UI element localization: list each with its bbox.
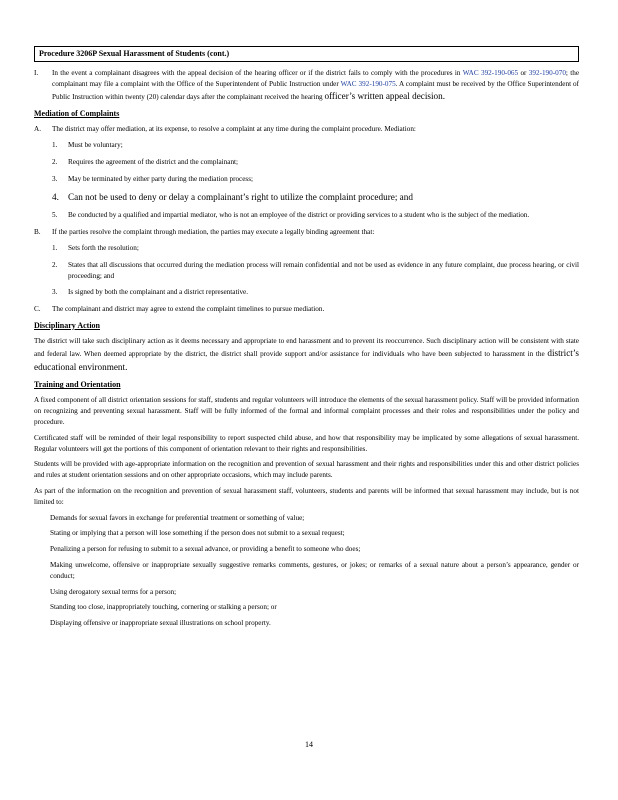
bullet-icon (34, 544, 50, 555)
mediation-sub-1: 1. Must be voluntary; (52, 141, 123, 150)
agreement-sub-3: 3. Is signed by both the complainant and a district representative. (52, 288, 249, 297)
list-item: Displaying offensive or inappropriate sexual illustrations on school property. (34, 618, 579, 629)
disciplinary-heading: Disciplinary Action (34, 320, 101, 330)
list-item: Penalizing a person for refusing to submit to a sexual advance, or providing a benefit to someone who does; (34, 544, 579, 555)
mediation-sub-2: 2. Requires the agreement of the district and the complainant; (52, 157, 239, 166)
list-item: Using derogatory sexual terms for a person; (34, 587, 579, 598)
mediation-item-a: A. The district may offer mediation, at its expense, to resolve a complaint at any time during the complaint procedure. Mediation: (34, 125, 416, 134)
bullet-icon (34, 602, 50, 613)
wac-link-2[interactable]: 392-190-070 (528, 69, 566, 77)
training-paragraph-3: Students will be provided with age-appropriate information on the recognition and prevention of sexual harassment and their rights and responsibilities under this and other district policies and rules at student orientation sessions and on other appropriate occasions, which may include parents. (34, 460, 579, 480)
list-item: Stating or implying that a person will lose something if the person does not submit to a sexual request; (34, 528, 579, 539)
mediation-item-c: C. The complainant and district may agree to extend the complaint timelines to pursue mediation. (34, 305, 325, 314)
procedure-header: Procedure 3206P Sexual Harassment of Students (cont.) (34, 46, 579, 62)
mediation-sub-3: 3. May be terminated by either party during the mediation process; (52, 174, 254, 183)
bullet-icon (34, 618, 50, 629)
appeal-item (34, 68, 579, 103)
wac-link-3[interactable]: WAC 392-190-075 (340, 79, 396, 88)
list-item: Making unwelcome, offensive or inappropriate sexually suggestive remarks comments, gestures, or jokes; or remarks of a sexual nature about a person’s appearance, gender or conduct; (34, 560, 579, 582)
document-page (34, 46, 579, 634)
training-paragraph-2: Certificated staff will be reminded of their legal responsibility to report suspected child abuse, and how that responsibility may be implicated by some allegations of sexual harassment. Regular volunteers will get the portions of this component of orientation relevant to their rights and responsibilities. (34, 433, 579, 453)
agreement-sub-1: 1. Sets forth the resolution; (52, 243, 139, 252)
disciplinary-paragraph: The district will take such disciplinary action as it deems necessary and appropriate to end harassment and to prevent its reoccurrence. Such disciplinary action will be consistent with state and federal law. When deemed appropriate by the district, the district shall provide support and/or assistance for individuals who have been subjected to harassment in the district’s educational environment. (34, 336, 579, 372)
training-paragraph-1: A fixed component of all district orientation sessions for staff, students and regular volunteers will introduce the elements of the sexual harassment policy. Staff will be provided information on recognizing and preventing sexual harassment. Staff will be fully informed of the formal and informal complaint processes and their roles and responsibilities under the policy and procedure. (34, 396, 579, 426)
bullet-icon (34, 560, 50, 582)
training-heading: Training and Orientation (34, 380, 121, 390)
mediation-sub-5: 5. Be conducted by a qualified and impartial mediator, who is not an employee of the district or providing services to a student who is the subject of the mediation. (52, 211, 530, 220)
wac-link-1[interactable]: WAC 392-190-065 (462, 69, 519, 77)
list-item: Demands for sexual favors in exchange for preferential treatment or something of value; (34, 513, 579, 524)
mediation-item-b: B. If the parties resolve the complaint through mediation, the parties may execute a legally binding agreement that: (34, 228, 375, 237)
bullet-icon (34, 513, 50, 524)
bullet-icon (34, 528, 50, 539)
item-text: In the event a complainant disagrees with the appeal decision of the hearing officer or if the district fails to comply with the procedures in WAC 392-190-065 or 392-190-070; the complainant may file a complaint with the Office of the Superintendent of Public Instruction under WAC 392-190-075. A complaint must be received by the Office Superintendent of Public Instruction within twenty (20) calendar days after the complainant received the hearing officer’s written appeal decision. (52, 69, 580, 101)
mediation-heading: Mediation of Complaints (34, 109, 120, 119)
bullet-icon (34, 587, 50, 598)
page-number: 14 (305, 740, 313, 749)
list-item: Standing too close, inappropriately touching, cornering or stalking a person; or (34, 602, 579, 613)
mediation-sub-4: 4. Can not be used to deny or delay a complainant’s right to utilize the complaint procedure; and (52, 191, 413, 202)
item-label: I. (34, 69, 39, 77)
training-paragraph-4: As part of the information on the recognition and prevention of sexual harassment staff, volunteers, students and parents will be informed that sexual harassment may include, but is not limited to: (34, 486, 579, 506)
agreement-sub-2: 2. States that all discussions that occurred during the mediation process will remain confidential and not be used as evidence in any future complaint, due process hearing, or civil proceeding; and (52, 260, 579, 280)
